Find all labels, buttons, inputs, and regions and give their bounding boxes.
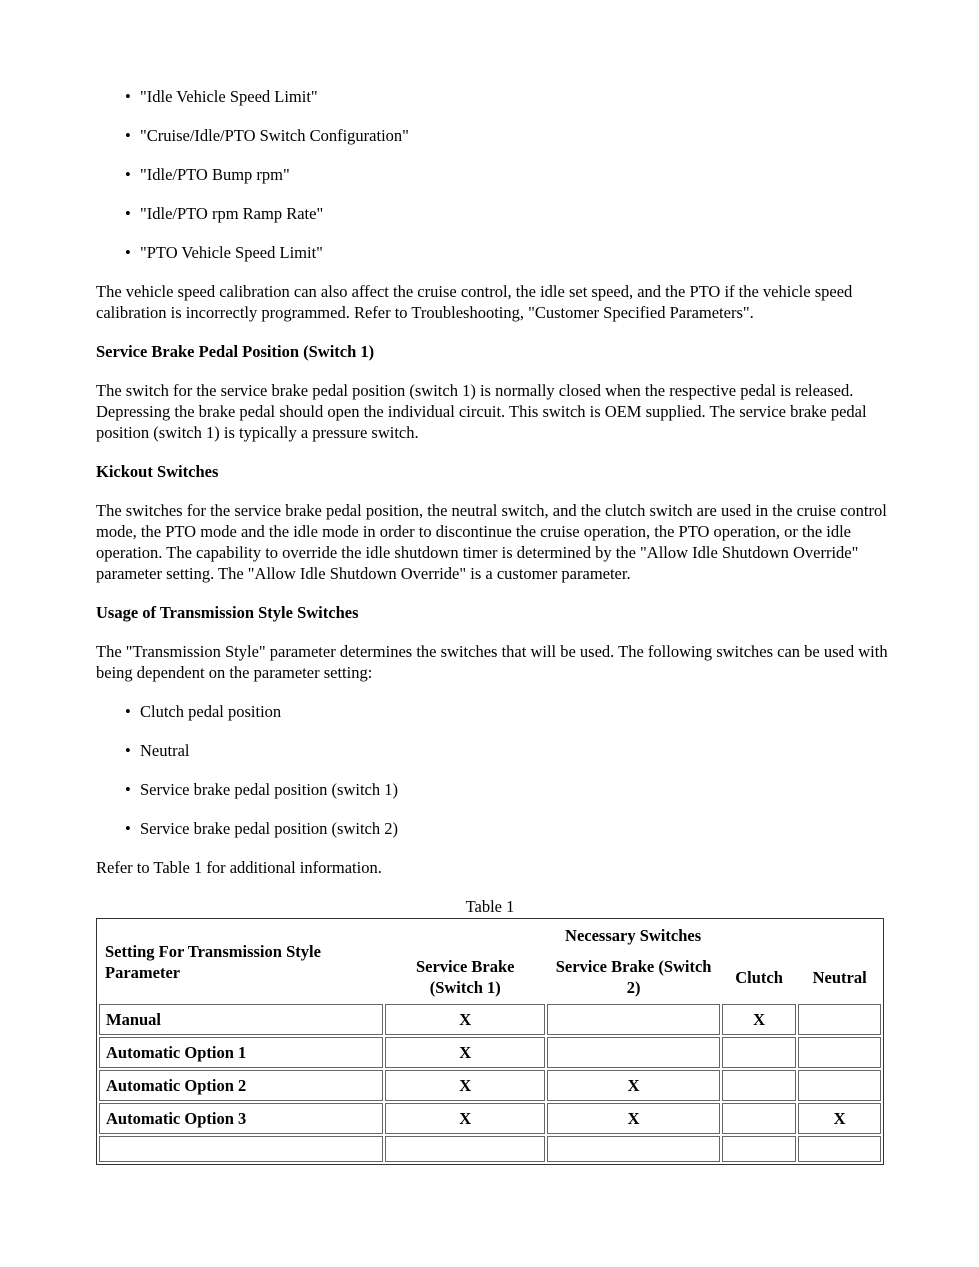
list-item: • Service brake pedal position (switch 1)	[125, 780, 398, 799]
setting-cell: Automatic Option 3	[99, 1103, 383, 1134]
table-cell: X	[722, 1004, 796, 1035]
table-cell	[547, 1004, 720, 1035]
table-row	[99, 1070, 881, 1101]
list-item: • "Idle/PTO rpm Ramp Rate"	[125, 204, 324, 223]
bullet-icon: •	[125, 204, 131, 223]
transmission-style-table	[96, 918, 884, 1165]
setting-cell: Automatic Option 2	[99, 1070, 383, 1101]
table-row	[99, 1004, 881, 1035]
column-header: Clutch	[735, 967, 783, 987]
table-row-cut-off	[99, 1136, 881, 1162]
table-cell: X	[385, 1037, 545, 1068]
column-header: Service Brake (Switch 1)	[415, 957, 515, 997]
table-cell	[798, 1070, 881, 1101]
table-cell	[547, 1136, 720, 1162]
kickout-heading: Kickout Switches	[96, 462, 219, 481]
table-cell	[722, 1070, 796, 1101]
bullet-icon: •	[125, 126, 131, 145]
column-header: Service Brake (Switch 2)	[555, 957, 712, 997]
list-item: • "Cruise/Idle/PTO Switch Configuration"	[125, 126, 409, 145]
usage-paragraph: The "Transmission Style" parameter determines the switches that will be used. The following switches can be used with being dependent on the parameter setting:	[96, 642, 888, 682]
table-cell	[385, 1136, 545, 1162]
bullet-icon: •	[125, 87, 131, 106]
table-cell	[722, 1136, 796, 1162]
table-cell: X	[547, 1070, 720, 1101]
service-brake-paragraph: The switch for the service brake pedal position (switch 1) is normally closed when the respective pedal is released. Depressing the brake pedal should open the individual circuit. This switch is OEM supplied. The service brake pedal position (switch 1) is typically a pressure switch.	[96, 381, 867, 442]
setting-column-header: Setting For Transmission Style Parameter	[105, 941, 321, 982]
bullet-icon: •	[125, 243, 131, 262]
table-cell	[798, 1004, 881, 1035]
vehicle-speed-paragraph: The vehicle speed calibration can also affect the cruise control, the idle set speed, and the PTO if the vehicle speed calibration is incorrectly programmed. Refer to Troubleshooting, "Customer Specified Parameters".	[96, 282, 853, 322]
list-item: • Clutch pedal position	[125, 702, 282, 721]
table-cell	[547, 1037, 720, 1068]
parameter-list	[96, 86, 896, 263]
list-item: • "Idle/PTO Bump rpm"	[125, 165, 290, 184]
table-cell	[798, 1136, 881, 1162]
usage-heading: Usage of Transmission Style Switches	[96, 603, 359, 622]
table-cell	[798, 1037, 881, 1068]
necessary-switches-header: Necessary Switches	[565, 926, 702, 945]
table-container	[96, 918, 884, 1168]
bullet-icon: •	[125, 702, 131, 721]
table-caption: Table 1	[465, 897, 515, 916]
list-item: • "PTO Vehicle Speed Limit"	[125, 243, 323, 262]
kickout-paragraph: The switches for the service brake pedal position, the neutral switch, and the clutch switch are used in the cruise control mode, the PTO mode and the idle mode in order to discontinue the cruise operation, the PTO operation, or the idle operation. The capability to override the idle shutdown timer is determined by the "Allow Idle Shutdown Override" parameter setting. The "Allow Idle Shutdown Override" is a customer parameter.	[96, 501, 887, 583]
table-cell: X	[385, 1004, 545, 1035]
switch-list	[96, 701, 896, 839]
table-row	[99, 1103, 881, 1134]
table-cell: X	[798, 1103, 881, 1134]
table-row	[99, 1037, 881, 1068]
bullet-icon: •	[125, 741, 131, 760]
table-cell	[722, 1037, 796, 1068]
bullet-icon: •	[125, 819, 131, 838]
table-cell: X	[385, 1103, 545, 1134]
document-page	[96, 86, 896, 1168]
table-cell: X	[385, 1070, 545, 1101]
table-header-row	[99, 921, 881, 950]
refer-paragraph: Refer to Table 1 for additional information.	[96, 858, 382, 877]
list-item: • "Idle Vehicle Speed Limit"	[125, 87, 318, 106]
table-cell	[722, 1103, 796, 1134]
list-item: • Service brake pedal position (switch 2)	[125, 819, 398, 838]
setting-cell: Manual	[99, 1004, 383, 1035]
table-cell	[99, 1136, 383, 1162]
setting-cell: Automatic Option 1	[99, 1037, 383, 1068]
bullet-icon: •	[125, 165, 131, 184]
bullet-icon: •	[125, 780, 131, 799]
table-cell: X	[547, 1103, 720, 1134]
service-brake-heading: Service Brake Pedal Position (Switch 1)	[96, 342, 375, 361]
column-header: Neutral	[812, 967, 867, 987]
list-item: • Neutral	[125, 741, 190, 760]
